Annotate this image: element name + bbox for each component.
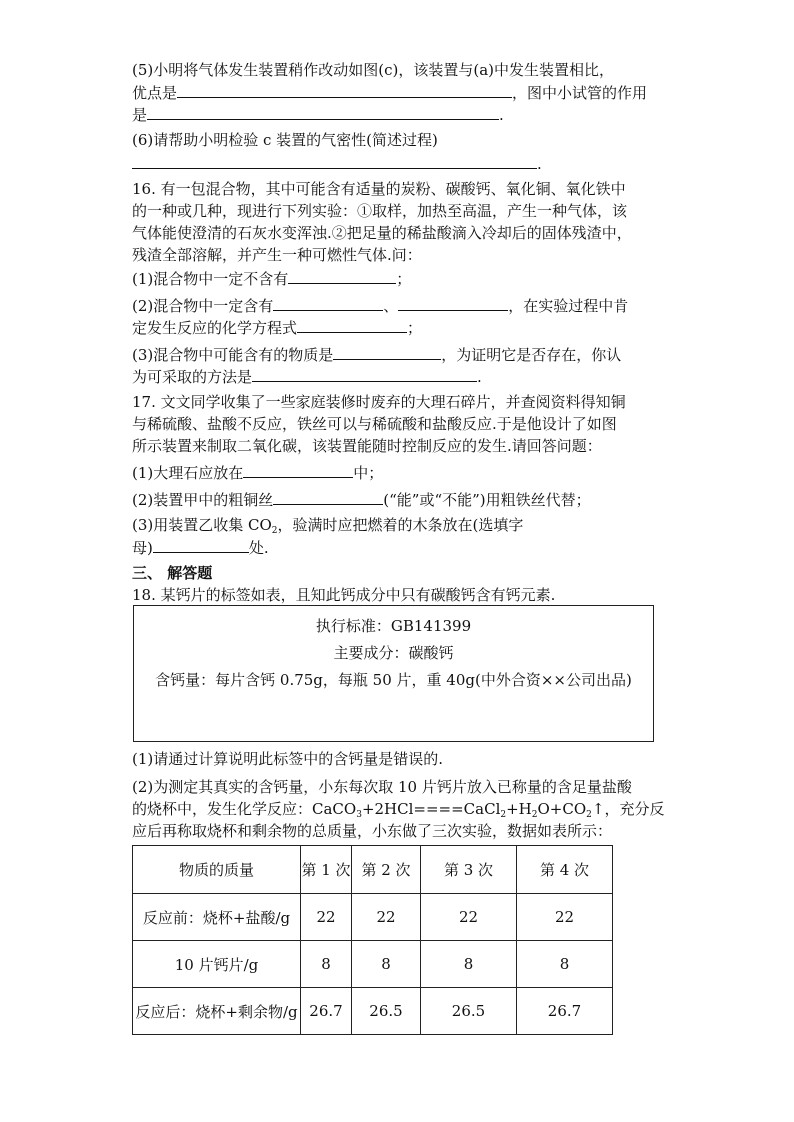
answer-blank[interactable] [147,103,499,120]
q16-sub3-text: . [477,368,482,386]
table-cell: 22 [352,894,421,941]
q16-sub2-text: ，在实验过程中肯 [508,297,629,315]
q18-sub2-line1: (2)为测定其真实的含钙量，小东每次取 10 片钙片放入已称量的含足量盐酸 [132,778,632,796]
q16-sub2-text: 定发生反应的化学方程式 [132,319,298,337]
q15-part6-line1: (6)请帮助小明检验 c 装置的气密性(简述过程) [132,131,438,149]
table-cell: 26.7 [517,988,613,1035]
q16-sub3-text: (3)混合物中可能含有的物质是 [132,346,334,364]
label-calcium-content: 含钙量：每片含钙 0.75g，每瓶 50 片，重 40g(中外合资××公司出品) [155,671,632,689]
table-cell: 10 片钙片/g [133,941,301,988]
q16-sub1-text: ； [396,270,412,288]
answer-blank[interactable] [273,488,383,505]
label-standard: 执行标准：GB141399 [315,617,472,635]
q16-sub3-text: 为可采取的方法是 [132,368,253,386]
q17-sub2 [132,488,591,511]
label-ingredient: 主要成分：碳酸钙 [333,644,454,662]
equation-text: O+CO [537,800,587,818]
q16-stem-line4: 残渣全部溶解，并产生一种可燃性气体.问： [132,246,422,264]
table-header-row [133,846,613,894]
section-heading: 三、 解答题 [132,564,213,582]
table-cell: 8 [421,941,517,988]
q18-stem: 18. 某钙片的标签如表，且知此钙成分中只有碳酸钙含有钙元素. [132,586,556,604]
q17-sub3-text: (3)用装置乙收集 CO [132,516,272,534]
q17-sub3-text: 母) [132,539,153,557]
q15-part5-text: 优点是 [132,84,178,102]
q15-part5-line3 [132,103,504,126]
answer-blank[interactable] [177,81,512,98]
table-row [133,941,613,988]
q15-part6-line2 [132,152,542,175]
table-header-cell: 第 1 次 [301,846,352,894]
q17-sub1 [132,461,383,484]
table-header-cell: 物质的质量 [133,846,301,894]
subscript: 2 [500,810,507,820]
table-header-cell: 第 3 次 [421,846,517,894]
experiment-data-table [132,845,613,1035]
q17-sub3-text: 处. [248,539,269,557]
subscript: 2 [586,810,592,820]
q15-part5-text: . [499,106,504,124]
table-cell: 26.5 [352,988,421,1035]
table-cell: 22 [421,894,517,941]
q17-sub1-text: (1)大理石应放在 [132,464,244,482]
q15-part5-text: ，图中小试管的作用 [512,84,648,102]
q17-sub2-text: (2)装置甲中的粗铜丝 [132,491,274,509]
answer-blank[interactable] [297,316,407,333]
q17-stem-line3: 所示装置来制取二氧化碳，该装置能随时控制反应的发生.请回答问题： [132,437,602,455]
answer-blank[interactable] [288,267,396,284]
table-row [133,988,613,1035]
q16-stem-line3: 气体能使澄清的石灰水变浑浊.②把足量的稀盐酸滴入冷却后的固体残渣中， [132,224,632,242]
answer-blank[interactable] [398,294,508,311]
equation-text: +2HCl====CaCl [361,800,501,818]
q17-sub2-text: (“能”或“不能”)用粗铁丝代替； [383,491,591,509]
table-cell: 22 [517,894,613,941]
answer-blank[interactable] [243,461,353,478]
calcium-label-box [133,605,654,742]
q16-sub2-text: ； [407,319,423,337]
q16-sub1-text: (1)混合物中一定不含有 [132,270,289,288]
q16-sub1 [132,267,411,290]
q16-stem-line2: 的一种或几种，现进行下列实验：①取样，加热至高温，产生一种气体，该 [132,202,628,220]
table-cell: 8 [352,941,421,988]
equation-text: +H [506,800,532,818]
equation-text: 的烧杯中，发生化学反应：CaCO [132,800,357,818]
answer-blank[interactable] [333,343,441,360]
table-row [133,894,613,941]
subscript: 2 [271,526,278,536]
q17-stem-line2: 与稀硫酸、盐酸不反应，铁丝可以与稀硫酸和盐酸反应.于是他设计了如图 [132,415,617,433]
q16-sub3-text: ，为证明它是否存在，你认 [441,346,622,364]
q15-part5-text: 是 [132,106,148,124]
table-cell: 反应后：烧杯+剩余物/g [133,988,301,1035]
q16-sub2-line2 [132,316,422,339]
table-header-cell: 第 2 次 [352,846,421,894]
q16-sub2-line1 [132,294,628,317]
table-cell: 22 [301,894,352,941]
q16-sub2-text: 、 [383,297,399,315]
answer-blank[interactable] [153,536,249,553]
q17-sub1-text: 中； [353,464,384,482]
table-cell: 反应前：烧杯+盐酸/g [133,894,301,941]
answer-blank[interactable] [132,152,537,169]
table-cell: 8 [301,941,352,988]
table-cell: 8 [517,941,613,988]
table-cell: 26.5 [421,988,517,1035]
q16-sub3-line2 [132,365,482,388]
q15-part5-line2 [132,81,647,104]
table-cell: 26.7 [301,988,352,1035]
answer-blank[interactable] [252,365,477,382]
q17-sub3-text: ，验满时应把燃着的木条放在(选填字 [277,516,524,534]
subscript: 3 [356,810,362,820]
q15-part5-line1: (5)小明将气体发生装置稍作改动如图(c)，该装置与(a)中发生装置相比， [132,61,615,79]
subscript: 2 [531,810,538,820]
q17-sub3-line2 [132,536,269,559]
q15-part6-text: . [537,155,542,173]
q16-sub2-text: (2)混合物中一定含有 [132,297,274,315]
q16-sub3-line1 [132,343,621,366]
table-header-cell: 第 4 次 [517,846,613,894]
answer-blank[interactable] [273,294,383,311]
q17-stem-line1: 17. 文文同学收集了一些家庭装修时废弃的大理石碎片，并查阅资料得知铜 [132,393,626,411]
q16-stem-line1: 16. 有一包混合物，其中可能含有适量的炭粉、碳酸钙、氧化铜、氧化铁中 [132,180,626,198]
equation-text: ↑，充分反 [591,800,665,818]
q18-sub1: (1)请通过计算说明此标签中的含钙量是错误的. [132,750,444,768]
q18-sub2-line3: 应后再称取烧杯和剩余物的总质量，小东做了三次实验，数据如表所示： [132,822,613,840]
